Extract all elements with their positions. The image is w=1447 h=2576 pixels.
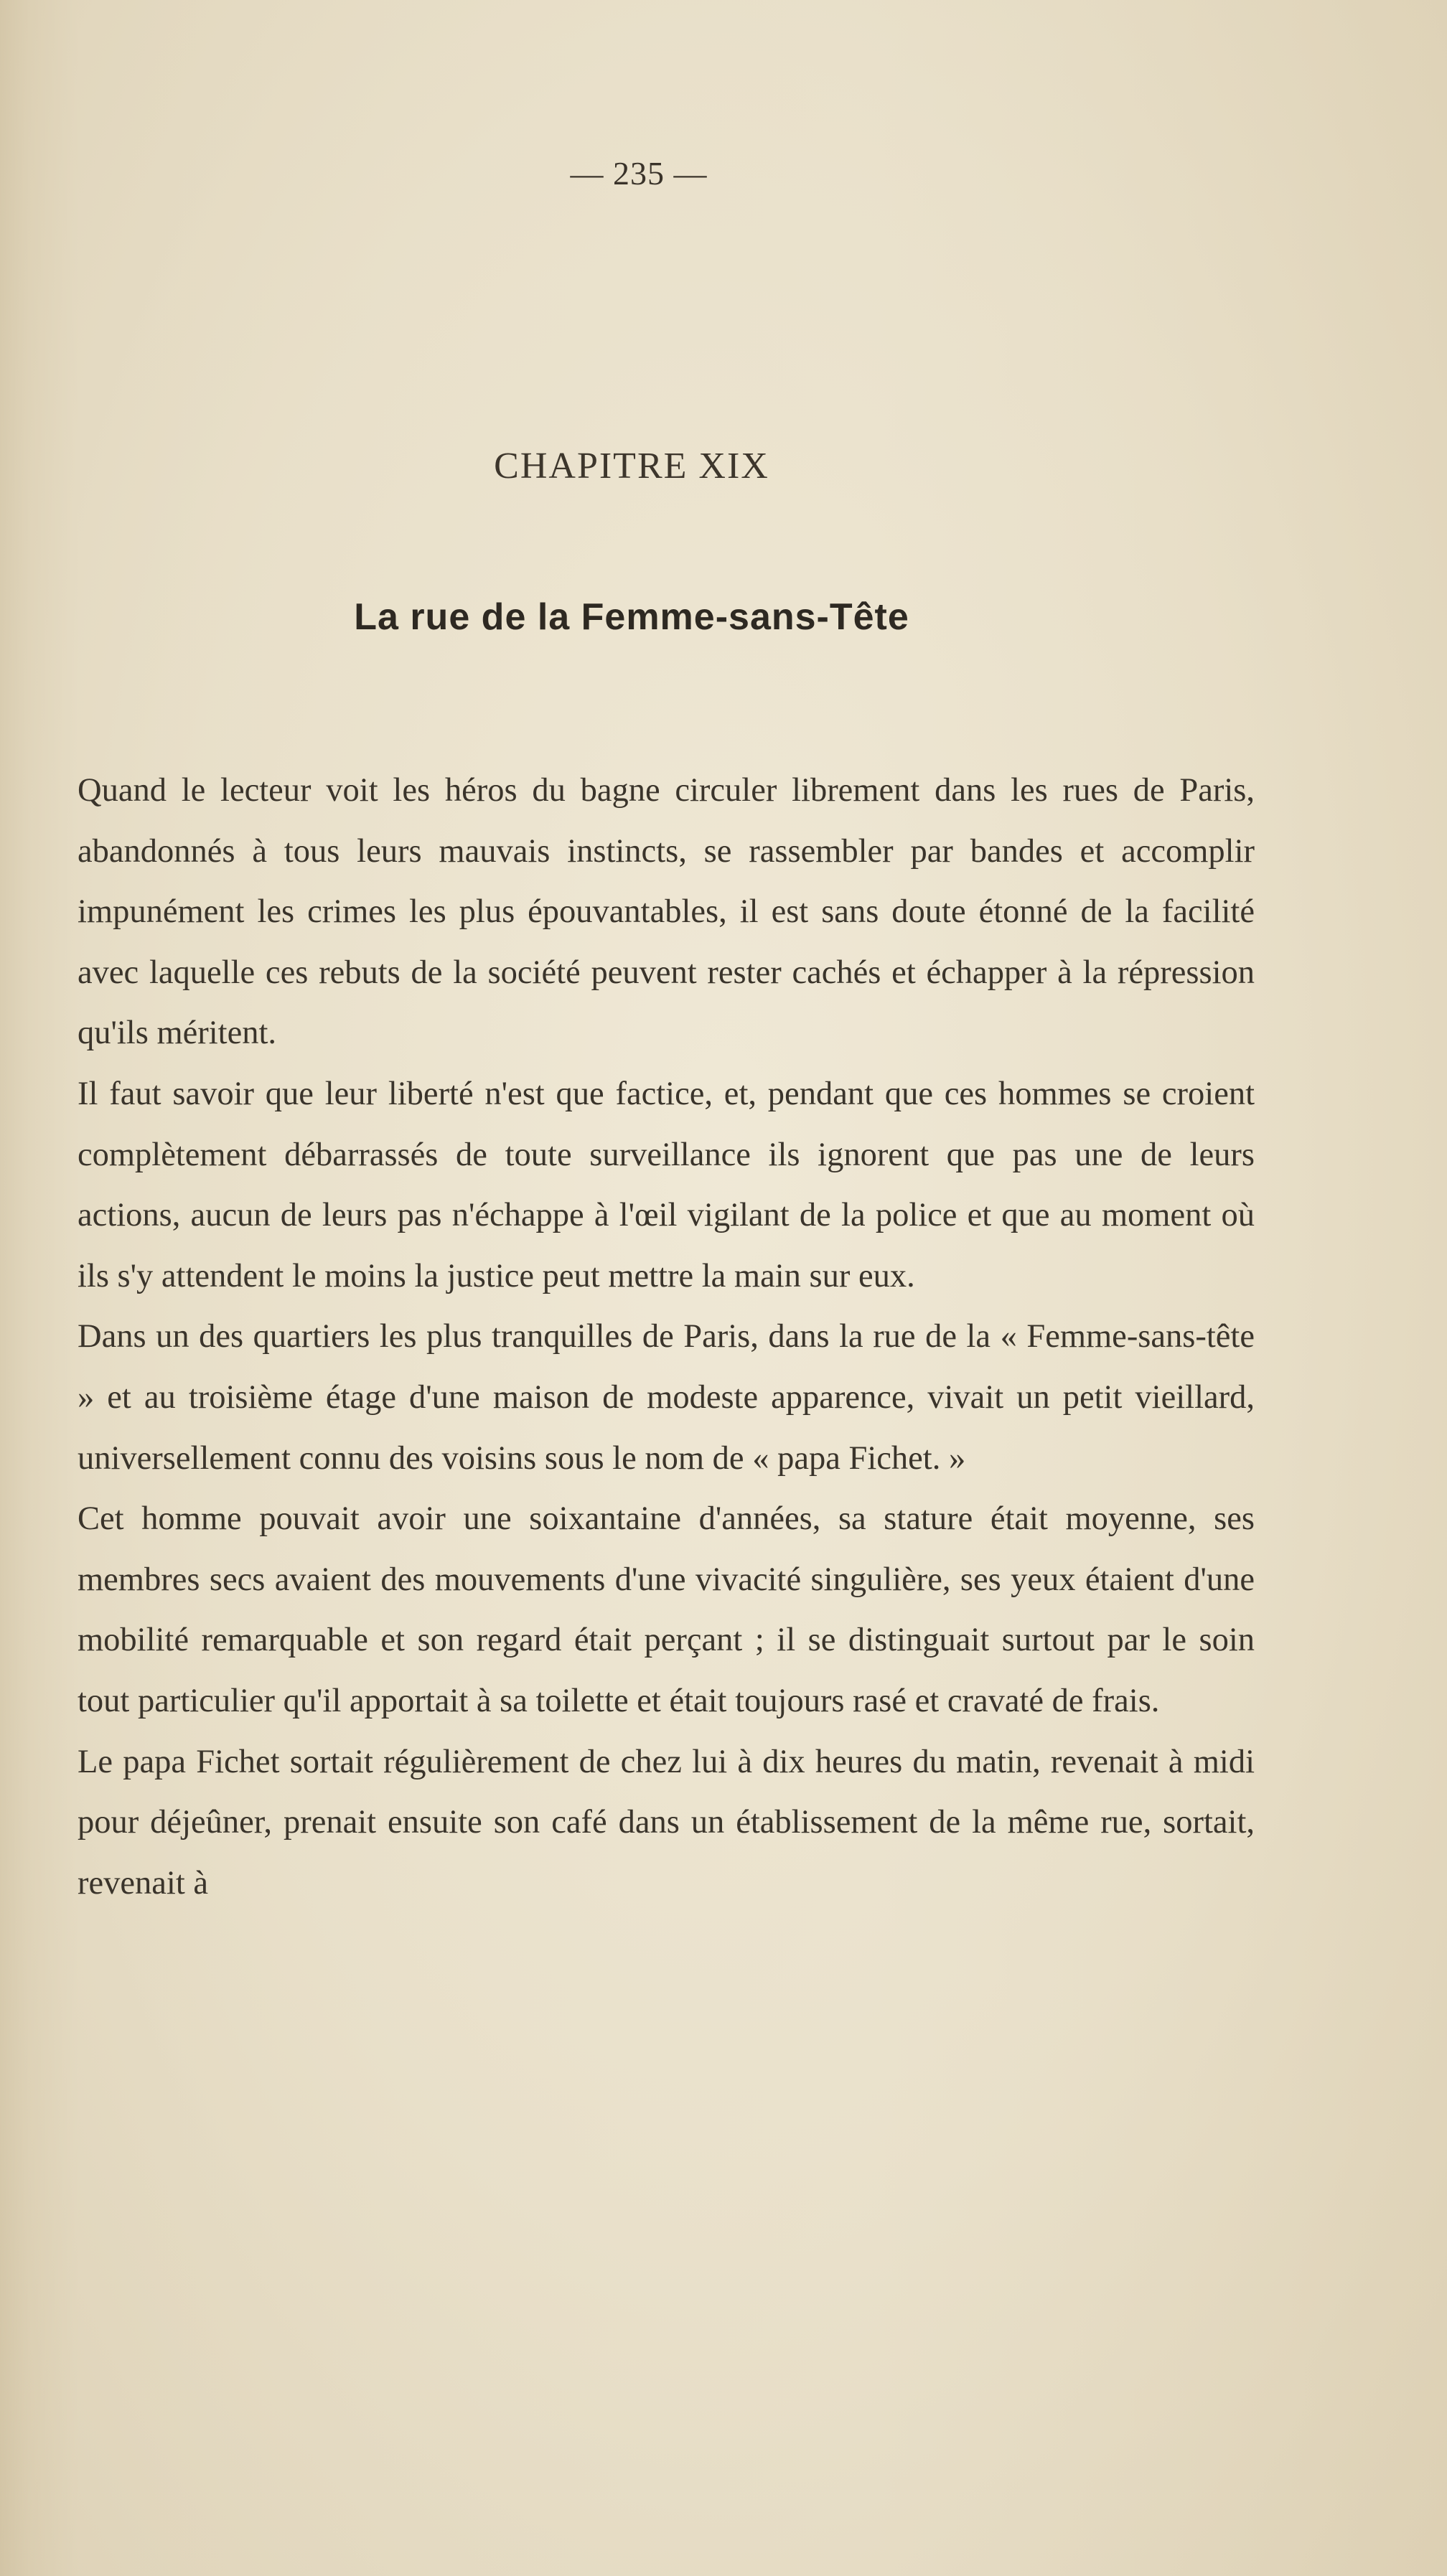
paragraph: Il faut savoir que leur liberté n'est que factice, et, pendant que ces hommes se croient complètement débarrassés de toute surveillance ils ignorent que pas une de leurs actions, aucun de leurs pas n'échappe à l'œil vigilant de la police et que au moment où ils s'y attendent le moins la justice peut mettre la main sur eux. bbox=[78, 1075, 1255, 1294]
body-text bbox=[78, 761, 1255, 1914]
paragraph: Dans un des quartiers les plus tranquilles de Paris, dans la rue de la « Femme-sans-tête » et au troisième étage d'une maison de modeste apparence, vivait un petit vieillard, universellement connu des voisins sous le nom de « papa Fichet. » bbox=[78, 1318, 1255, 1477]
paragraph: Quand le lecteur voit les héros du bagne circuler librement dans les rues de Paris, abandonnés à tous leurs mauvais instincts, se rassembler par bandes et accomplir impunément les crimes les plus épouvantables, il est sans doute étonné de la facilité avec laquelle ces rebuts de la société peuvent rester cachés et échapper à la répression qu'ils méritent. bbox=[78, 772, 1255, 1052]
chapter-title: La rue de la Femme-sans-Tête bbox=[354, 596, 909, 638]
paragraph: Cet homme pouvait avoir une soixantaine d'années, sa stature était moyenne, ses membres secs avaient des mouvements d'une vivacité singulière, ses yeux étaient d'une mobilité remarquable et son regard était perçant ; il se distinguait surtout par le soin tout particulier qu'il apportait à sa toilette et était toujours rasé et cravaté de frais. bbox=[78, 1500, 1255, 1719]
paragraph: Le papa Fichet sortait régulièrement de chez lui à dix heures du matin, revenait à midi pour déjeûner, prenait ensuite son café dans un établissement de la même rue, sortait, revenait à bbox=[78, 1743, 1255, 1902]
chapter-heading: CHAPITRE XIX bbox=[494, 446, 769, 486]
page-number: — 235 — bbox=[570, 155, 708, 192]
